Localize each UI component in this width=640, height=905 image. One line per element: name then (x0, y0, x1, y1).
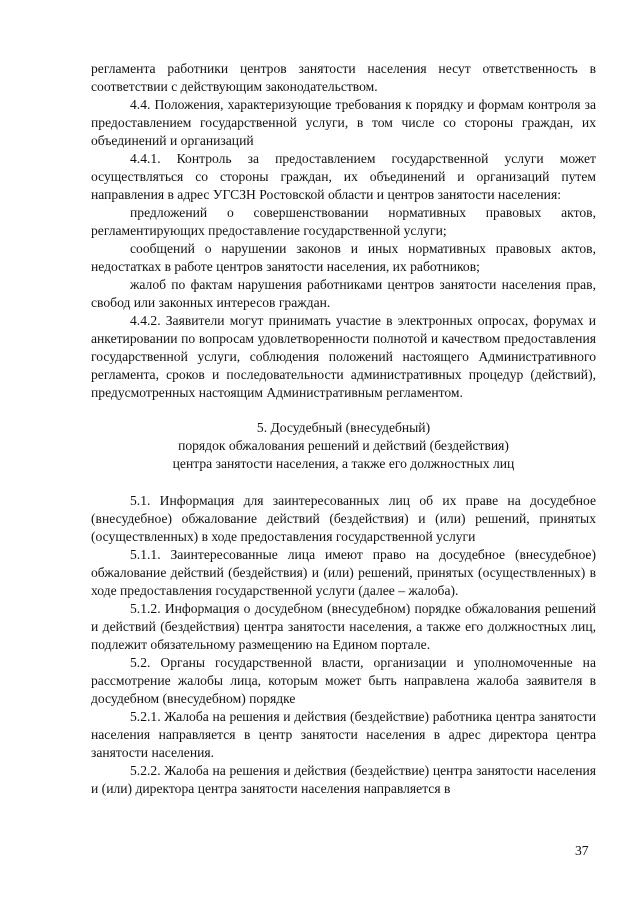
section-title-line-2: порядок обжалования решений и действий (бездействия) (178, 438, 509, 453)
paragraph-4-4-1: 4.4.1. Контроль за предоставлением государственной услуги может осуществляться со стороны граждан, их объединений и организаций путем направления в адрес УГСЗН Ростовской области и центров занятости населения: (91, 151, 596, 202)
paragraph-5-1-2: 5.1.2. Информация о досудебном (внесудебном) порядке обжалования решений и действий (бездействия) центра занятости населения, а также его должностных лиц, подлежит обязательному размещению на Едином портале. (91, 601, 596, 652)
section-5-title (91, 419, 596, 473)
document-body (91, 60, 596, 798)
list-item-complaints: жалоб по фактам нарушения работниками центров занятости населения прав, свобод или законных интересов граждан. (91, 277, 596, 310)
list-item-reports: сообщений о нарушении законов и иных нормативных правовых актов, недостатках в работе центров занятости населения, их работников; (91, 241, 596, 274)
section-title-line-1: 5. Досудебный (внесудебный) (256, 420, 431, 435)
list-item-proposals: предложений о совершенствовании нормативных правовых актов, регламентирующих предоставление государственной услуги; (91, 205, 596, 238)
paragraph-4-4-2: 4.4.2. Заявители могут принимать участие в электронных опросах, форумах и анкетировании по вопросам удовлетворенности полнотой и качеством предоставления государственной услуги, соблюдения положений настоящего Административного регламента, сроков и последовательности административных процедур (действий), предусмотренных настоящим Административным регламентом. (91, 313, 596, 400)
paragraph-5-1: 5.1. Информация для заинтересованных лиц об их праве на досудебное (внесудебное) обжалование действий (бездействия) и (или) решений, принятых (осуществленных) в ходе предоставления государственной услуги (91, 493, 596, 544)
paragraph-5-2-1: 5.2.1. Жалоба на решения и действия (бездействие) работника центра занятости населения направляется в центр занятости населения в адрес директора центра занятости населения. (91, 709, 596, 760)
paragraph-4-4: 4.4. Положения, характеризующие требования к порядку и формам контроля за предоставлением государственной услуги, в том числе со стороны граждан, их объединений и организаций (91, 97, 596, 148)
paragraph-5-2: 5.2. Органы государственной власти, организации и уполномоченные на рассмотрение жалобы лица, которым может быть направлена жалоба заявителя в досудебном (внесудебном) порядке (91, 655, 596, 706)
section-title-line-3: центра занятости населения, а также его должностных лиц (172, 456, 515, 471)
paragraph-5-1-1: 5.1.1. Заинтересованные лица имеют право на досудебное (внесудебное) обжалование действий (бездействия) и (или) решений, принятых (осуществленных) в ходе предоставления государственной услуги (далее – жалоба). (91, 547, 596, 598)
paragraph-continuation: регламента работники центров занятости населения несут ответственность в соответствии с действующим законодательством. (91, 61, 596, 94)
paragraph-5-2-2: 5.2.2. Жалоба на решения и действия (бездействие) центра занятости населения и (или) директора центра занятости населения направляется в (91, 763, 596, 796)
page-number: 37 (575, 843, 589, 858)
